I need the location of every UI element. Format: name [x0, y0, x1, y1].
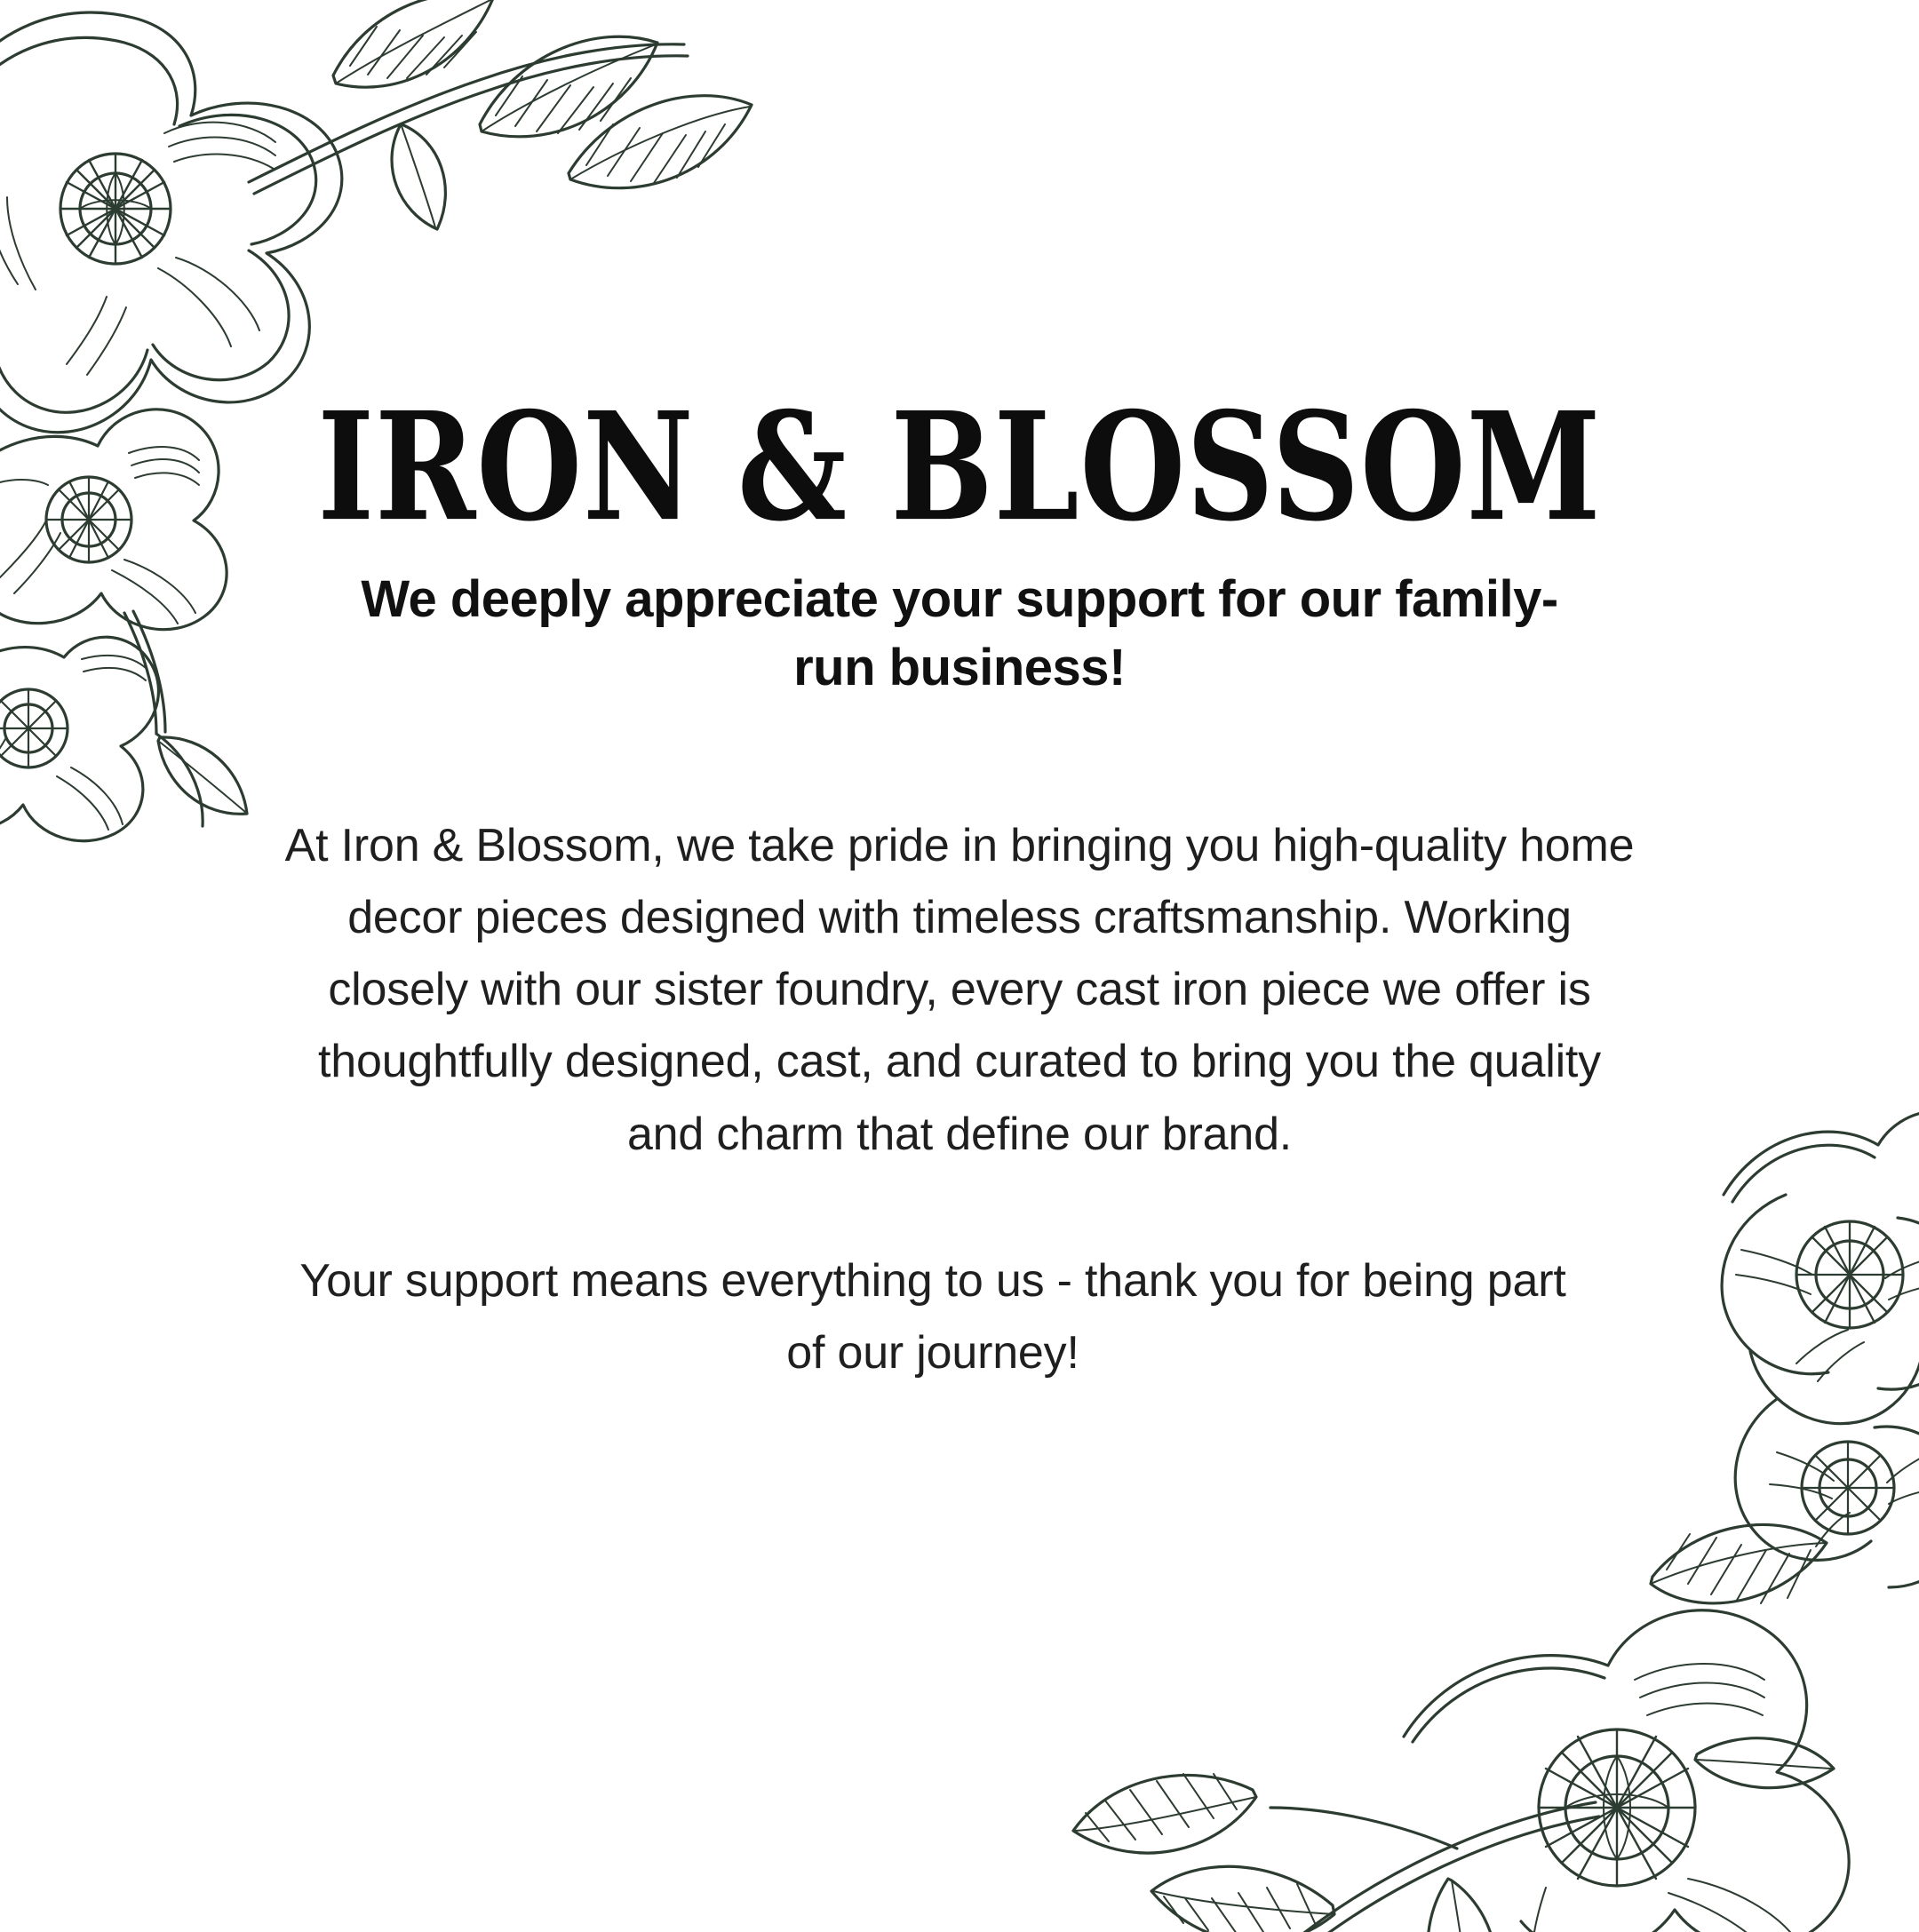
- tagline-heading: We deeply appreciate your support for our family-run business!: [361, 570, 1558, 696]
- paragraph-about: At Iron & Blossom, we take pride in bringing you high-quality home decor pieces designed with timeless craftsmanship. Working closely with our sister foundry, every cast iron piece we offer is thoughtfully designed, cast, and curated to bring you the quality and charm that define our brand.: [284, 820, 1635, 1160]
- body-copy: [284, 702, 1635, 1389]
- page-title: IRON & BLOSSOM: [317, 380, 1602, 555]
- paragraph-closing: Your support means everything to us - thank you for being part of our journey!: [299, 1254, 1566, 1379]
